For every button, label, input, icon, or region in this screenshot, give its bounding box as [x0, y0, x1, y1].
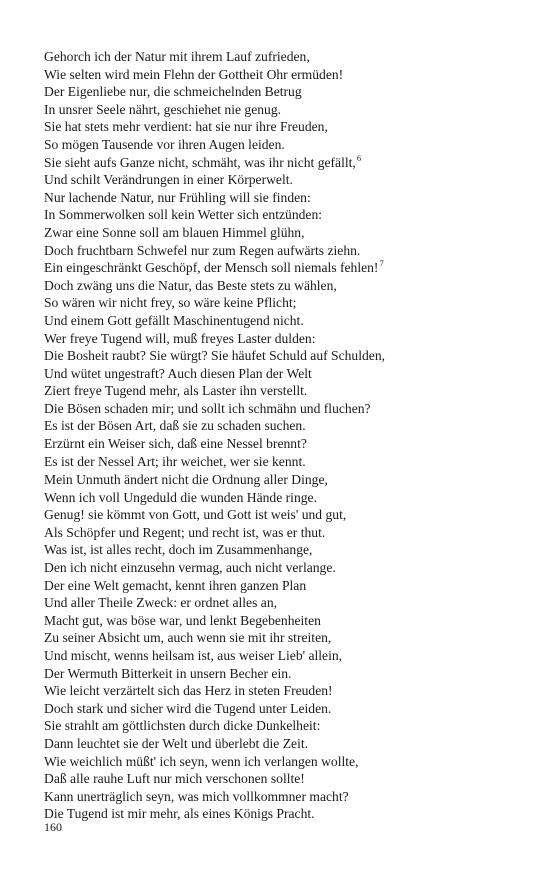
poem-line [44, 330, 524, 348]
poem-line [44, 700, 524, 718]
poem-line-text: Und aller Theile Zweck: er ordnet alles an, [44, 595, 278, 611]
poem-line-text: Zwar eine Sonne soll am blauen Himmel glühn, [44, 224, 305, 240]
poem-line [44, 136, 524, 154]
poem-line-text: In unsrer Seele nährt, geschiehet nie genug. [44, 101, 282, 117]
poem-line-text: Dann leuchtet sie der Welt und überlebt die Zeit. [44, 735, 309, 751]
poem-line [44, 594, 524, 612]
poem-line-text: Und mischt, wenns heilsam ist, aus weiser Lieb' allein, [44, 647, 343, 663]
poem-line [44, 154, 524, 172]
poem-line [44, 524, 524, 542]
poem-line [44, 224, 524, 242]
poem-line-text: Es ist der Bösen Art, daß sie zu schaden suchen. [44, 418, 306, 434]
poem-line-text: Erzürnt ein Weiser sich, daß eine Nessel brennt? [44, 436, 307, 452]
poem-stanza-2 [44, 471, 524, 823]
poem-line [44, 66, 524, 84]
poem-line [44, 541, 524, 559]
poem-line-text: Sie sieht aufs Ganze nicht, schmäht, was ihr nicht gefällt, [44, 154, 356, 170]
poem-line-text: Der Wermuth Bitterkeit in unsern Becher ein. [44, 665, 292, 681]
poem-line [44, 259, 524, 277]
poem-line-text: Die Bösen schaden mir; und sollt ich schmähn und fluchen? [44, 400, 371, 416]
poem-line-text: Ziert freye Tugend mehr, als Laster ihn verstellt. [44, 383, 308, 399]
poem-line-text: Der Eigenliebe nur, die schmeichelnden Betrug [44, 84, 302, 100]
poem-line [44, 435, 524, 453]
poem-line [44, 101, 524, 119]
poem-line [44, 189, 524, 207]
poem-line [44, 770, 524, 788]
poem-line-text: Genug! sie kömmt von Gott, und Gott ist weis' und gut, [44, 507, 347, 523]
poem-line-text: Doch zwäng uns die Natur, das Beste stets zu wählen, [44, 277, 337, 293]
poem-line-text: Zu seiner Absicht um, auch wenn sie mit ihr streiten, [44, 630, 332, 646]
poem-line-text: So wären wir nicht frey, so wäre keine Pflicht; [44, 295, 297, 311]
poem-line [44, 665, 524, 683]
poem-line [44, 277, 524, 295]
poem-line-text: Und einem Gott gefällt Maschinentugend nicht. [44, 312, 304, 328]
poem-line [44, 471, 524, 489]
poem-line [44, 365, 524, 383]
poem-line-text: Mein Unmuth ändert nicht die Ordnung aller Dinge, [44, 472, 328, 487]
poem-line [44, 347, 524, 365]
poem-line-text: Gehorch ich der Natur mit ihrem Lauf zufrieden, [44, 49, 310, 64]
poem-line [44, 83, 524, 101]
poem-line [44, 312, 524, 330]
poem-line-text: Sie strahlt am göttlichsten durch dicke Dunkelheit: [44, 718, 321, 734]
poem-line-text: Und wütet ungestraft? Auch diesen Plan der Welt [44, 365, 312, 381]
poem-line [44, 294, 524, 312]
poem-line [44, 48, 524, 66]
poem-line [44, 242, 524, 260]
poem-line-text: Wie weichlich müßt' ich seyn, wenn ich verlangen wollte, [44, 753, 359, 769]
poem-line-text: Wenn ich voll Ungeduld die wunden Hände ringe. [44, 489, 317, 505]
poem-line-text: So mögen Tausende vor ihren Augen leiden. [44, 136, 285, 152]
poem-line [44, 559, 524, 577]
poem-line [44, 506, 524, 524]
poem-line-text: Kann unerträglich seyn, was mich vollkommner macht? [44, 788, 349, 804]
poem-line [44, 453, 524, 471]
poem-line-text: Wie leicht verzärtelt sich das Herz in steten Freuden! [44, 683, 333, 699]
poem-line-text: Ein eingeschränkt Geschöpf, der Mensch soll niemals fehlen! [44, 260, 379, 276]
poem-line [44, 489, 524, 507]
poem-line [44, 577, 524, 595]
poem-line-text: Doch fruchtbarn Schwefel nur zum Regen aufwärts ziehn. [44, 242, 361, 258]
poem-line-text: Der eine Welt gemacht, kennt ihren ganzen Plan [44, 577, 307, 593]
poem-line-text: Den ich nicht einzusehn vermag, auch nicht verlange. [44, 559, 336, 575]
poem-line-text: Wie selten wird mein Flehn der Gottheit Ohr ermüden! [44, 66, 344, 82]
poem-line [44, 753, 524, 771]
poem-line [44, 400, 524, 418]
poem-line [44, 629, 524, 647]
poem-line [44, 735, 524, 753]
poem-line-text: Sie hat stets mehr verdient: hat sie nur ihre Freuden, [44, 119, 328, 135]
poem-line [44, 612, 524, 630]
poem-line-text: Es ist der Nessel Art; ihr weichet, wer sie kennt. [44, 453, 306, 469]
poem-line [44, 417, 524, 435]
poem-line [44, 382, 524, 400]
poem-line [44, 717, 524, 735]
poem-line [44, 682, 524, 700]
poem-line-text: Wer freye Tugend will, muß freyes Laster dulden: [44, 330, 316, 346]
poem-line-text: Daß alle rauhe Luft nur mich verschonen sollte! [44, 771, 305, 787]
poem-line-text: In Sommerwolken soll kein Wetter sich entzünden: [44, 207, 323, 223]
poem-stanza-1 [44, 48, 524, 470]
footnote-marker: 7 [379, 258, 384, 269]
poem-line [44, 805, 524, 823]
poem-line [44, 206, 524, 224]
poem-line-text: Die Tugend ist mir mehr, als eines Königs Pracht. [44, 806, 315, 822]
poem-line-text: Doch stark und sicher wird die Tugend unter Leiden. [44, 700, 332, 716]
poem-line-text: Als Schöpfer und Regent; und recht ist, was er thut. [44, 524, 326, 540]
poem-line [44, 788, 524, 806]
poem-line [44, 118, 524, 136]
poem-line-text: Macht gut, was böse war, und lenkt Begebenheiten [44, 612, 321, 628]
poem-line-text: Die Bosheit raubt? Sie würgt? Sie häufet Schuld auf Schulden, [44, 348, 386, 364]
poem-line-text: Und schilt Verändrungen in einer Körperwelt. [44, 172, 293, 188]
page-number: 160 [44, 820, 62, 834]
poem-line-text: Was ist, ist alles recht, doch im Zusammenhange, [44, 542, 313, 558]
poem-line [44, 647, 524, 665]
footnote-marker: 6 [356, 152, 362, 163]
poem-line [44, 171, 524, 189]
poem-line-text: Nur lachende Natur, nur Frühling will sie finden: [44, 189, 311, 205]
